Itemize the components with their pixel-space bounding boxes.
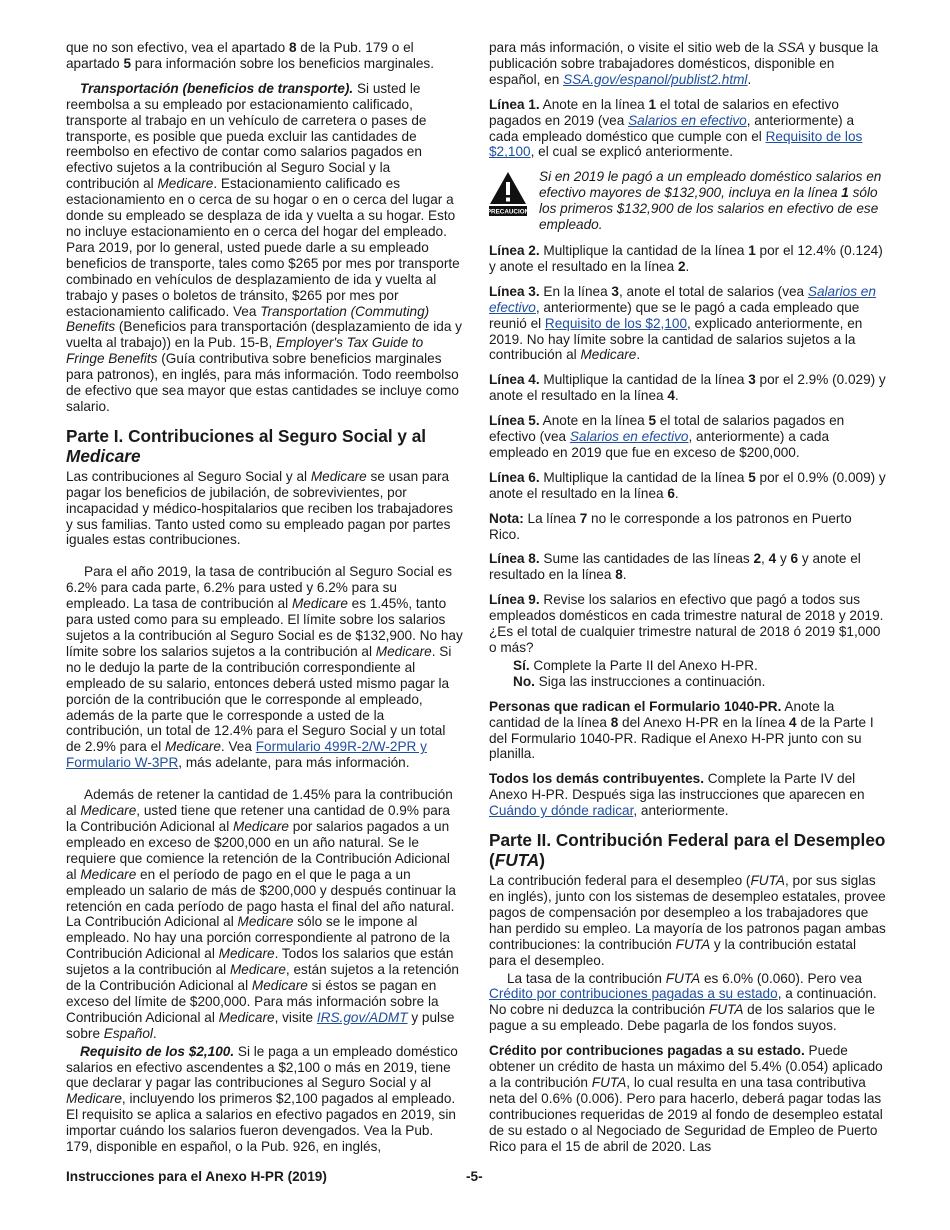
caution-note xyxy=(486,169,886,233)
paragraph-futa-intro: La contribución federal para el desempleo (FUTA, por sus siglas en inglés), junto con los sistemas de desempleo estatales, provee pagos de compensación por desempleo a los trabajadores que han perdido su empleo. La mayoría de los patronos pagan ambas contribuciones: la contribución FUTA y la contribución estatal para el desempleo. xyxy=(489,873,886,968)
link-salarios-en-efectivo[interactable]: Salarios en efectivo xyxy=(569,429,689,445)
paragraph-2100-requirement: Requisito de los $2,100. Si le paga a un empleado doméstico salarios en efectivo ascendentes a $2,100 o más en 2019, tiene que declarar y pagar las contribuciones al Seguro Social y al Medicare, incluyendo los primeros $2,100 pagados al empleado. El requisito se aplica a salarios en efectivo pagados en 2019, sin importar cuándo los salarios fueron devengados. Vea la Pub. 179, disponible en español, o la Pub. 926, en inglés, xyxy=(66,1043,458,1155)
paragraph-1040pr-filers: Personas que radican el Formulario 1040-PR. Anote la cantidad de la línea 8 del Anexo H-PR en la línea 4 de la Parte I del Formulario 1040-PR. Radique el Anexo H-PR junto con su planilla. xyxy=(489,698,874,762)
paragraph-contributions-intro: Las contribuciones al Seguro Social y al Medicare se usan para pagar los beneficios de jubilación, de sobrevivientes, por incapacidad y médico-hospitalarios que reciben los trabajadores y sus familias. Tanto usted como su empleado pagan por partes iguales estas contribuciones. xyxy=(66,468,453,548)
link-formulario-499r2[interactable]: Formulario 499R-2/W-2PR y Formulario W-3PR xyxy=(66,739,427,771)
note-line-7: Nota: La línea 7 no le corresponde a los patronos en Puerto Rico. xyxy=(489,510,852,542)
line-5-instructions: Línea 5. Anote en la línea 5 el total de salarios pagados en efectivo (vea Salarios en efectivo, anteriormente) a cada empleado en 2019 que fue en exceso de $200,000. xyxy=(489,413,845,460)
link-requisito-2100[interactable]: Requisito de los $2,100 xyxy=(544,315,687,331)
paragraph-fringe-benefits-ref: que no son efectivo, vea el apartado 8 de la Pub. 179 o el apartado 5 para información sobre los beneficios marginales. xyxy=(66,40,435,71)
right-column xyxy=(486,40,886,1163)
paragraph-other-taxpayers: Todos los demás contribuyentes. Complete la Parte IV del Anexo H-PR. Después siga las instrucciones que aparecen en Cuándo y dónde radicar, anteriormente. xyxy=(489,771,865,819)
paragraph-futa-rate: La tasa de la contribución FUTA es 6.0% (0.060). Pero vea Crédito por contribuciones pagadas a su estado, a continuación. No cobre ni deduzca la contribución FUTA de los salarios que le pague a su empleado. Debe pagarla de los fondos suyos. xyxy=(489,970,877,1034)
paragraph-additional-medicare: Además de retener la cantidad de 1.45% para la contribución al Medicare, usted tiene que retener una cantidad de 0.9% para la Contribución Adicional al Medicare por salarios pagados a un empleado en exceso de $200,000 en un año natural. Se le requiere que comience la retención de la Contribución Adicional al Medicare en el período de pago en el que le paga a un empleado un salario de más de $200,000 y después continuar la retención en cada período de pago hasta el final del año natural. La Contribución Adicional al Medicare sólo se le impone al empleado. No hay una porción correspondiente al patrono de la Contribución Adicional al Medicare. Todos los salarios que están sujetos a la contribución al Medicare, están sujetos a la retención de la Contribución Adicional al Medicare si éstos se pagan en exceso del límite de $200,000. Para más información sobre la Contribución Adicional al Medicare, visite IRS.gov/ADMT y pulse sobre Español. xyxy=(66,787,459,1041)
caution-label: PRECAUCION xyxy=(486,208,530,216)
caution-text: Si en 2019 le pagó a un empleado doméstico salarios en efectivo mayores de $132,900, incluya en la línea 1 sólo los primeros $132,900 de los salarios en efectivo de ese empleado. xyxy=(539,169,882,233)
answer-no: No. Siga las instrucciones a continuación. xyxy=(513,673,766,689)
page-footer xyxy=(66,1169,886,1184)
heading-parte-2: Parte II. Contribución Federal para el Desempleo (FUTA) xyxy=(489,830,886,871)
answer-si: Sí. Complete la Parte II del Anexo H-PR. xyxy=(513,657,758,673)
link-cuando-donde-radicar[interactable]: Cuándo y dónde radicar xyxy=(489,803,634,819)
page-number: -5- xyxy=(466,1169,483,1184)
line-8-instructions: Línea 8. Sume las cantidades de las líneas 2, 4 y 6 y anote el resultado en la línea 8. xyxy=(489,551,861,583)
line-9-instructions: Línea 9. Revise los salarios en efectivo que pagó a todos sus empleados domésticos en cada trimestre natural de 2018 y 2019. ¿Es el total de cualquier trimestre natural de 2018 ó 2019 $1,000 o más? xyxy=(489,592,884,655)
link-salarios-en-efectivo[interactable]: Salarios en efectivo xyxy=(489,283,876,315)
line-1-instructions: Línea 1. Anote en la línea 1 el total de salarios en efectivo pagados en 2019 (vea Salarios en efectivo, anteriormente) a cada empleado doméstico que cumple con el Requisito de los $2,100, el cual se explicó anteriormente. xyxy=(489,96,863,160)
link-salarios-en-efectivo[interactable]: Salarios en efectivo xyxy=(628,112,747,128)
line-6-instructions: Línea 6. Multiplique la cantidad de la línea 5 por el 0.9% (0.009) y anote el resultado en la línea 6. xyxy=(489,469,886,501)
paragraph-transportation: Transportación (beneficios de transporte). Si usted le reembolsa a su empleado por estacionamiento calificado, transporte al trabajo en un vehículo de carretera o pases de transporte, es posible que pueda excluir las cantidades de reembolso en efectivo de contar como salarios pagados en efectivo sujetos a la contribución al Seguro Social y la contribución al Medicare. Estacionamiento calificado es estacionamiento en o cerca de su hogar o en o cerca del lugar a donde su empleado se desplaza de ida y vuelta a su hogar. Esto no incluye estacionamiento en o cerca del hogar del empleado. Para 2019, por lo general, usted puede darle a su empleado beneficios de transporte, tales como $265 por mes por transporte combinado en vehículos de desplazamiento de ida y vuelta al trabajo y pases o boletos de tránsito, $265 por mes por estacionamiento calificado. Vea Transportation (Commuting) Benefits (Beneficios para transportación (desplazamiento de ida y vuelta al trabajo)) en la Pub. 15-B, Employer's Tax Guide to Fringe Benefits (Guía contributiva sobre beneficios marginales para patronos), en inglés, para más información. Todo reembolso de efectivo que sea mayor que estas cantidades se incluye como salario. xyxy=(66,80,462,414)
footer-title: Instrucciones para el Anexo H-PR (2019) xyxy=(66,1169,327,1184)
caution-warning-icon xyxy=(486,171,530,217)
paragraph-state-credit: Crédito por contribuciones pagadas a su estado. Puede obtener un crédito de hasta un máximo del 5.4% (0.054) aplicado a la contribución FUTA, lo cual resulta en una tasa contributiva neta del 0.6% (0.006). Pero para hacerlo, deberá pagar todas las contribuciones requeridas de 2019 al fondo de desempleo estatal de su estado o al Negociado de Seguridad de Empleo de Puerto Rico para el 15 de abril de 2020. Las xyxy=(489,1043,883,1154)
link-irs-admt[interactable]: IRS.gov/ADMT xyxy=(316,1009,408,1025)
link-ssa-publist[interactable]: SSA.gov/espanol/publist2.html xyxy=(563,71,748,87)
link-credito-contribuciones[interactable]: Crédito por contribuciones pagadas a su estado xyxy=(489,986,778,1002)
link-requisito-2100[interactable]: Requisito de los $2,100 xyxy=(489,128,863,160)
line-4-instructions: Línea 4. Multiplique la cantidad de la línea 3 por el 2.9% (0.029) y anote el resultado en la línea 4. xyxy=(489,372,886,404)
heading-parte-1: Parte I. Contribuciones al Seguro Social y al Medicare xyxy=(66,425,427,466)
line-3-instructions: Línea 3. En la línea 3, anote el total de salarios (vea Salarios en efectivo, anteriormente) que se le pagó a cada empleado que reunió el Requisito de los $2,100, explicado anteriormente, en 2019. No hay límite sobre la cantidad de salarios sujetos a la contribución al Medicare. xyxy=(489,283,876,363)
line-2-instructions: Línea 2. Multiplique la cantidad de la línea 1 por el 12.4% (0.124) y anote el resultado en la línea 2. xyxy=(489,242,883,274)
paragraph-ssa-info: para más información, o visite el sitio web de la SSA y busque la publicación sobre trabajadores domésticos, disponible en español, en SSA.gov/espanol/publist2.html. xyxy=(489,40,879,87)
left-column xyxy=(66,40,463,1164)
paragraph-tax-rates: Para el año 2019, la tasa de contribución al Seguro Social es 6.2% para cada parte, 6.2% para usted y 6.2% para su empleado. La tasa de contribución al Medicare es 1.45%, tanto para usted como para su empleado. El límite sobre los salarios sujetos a la contribución al Seguro Social es de $132,900. No hay límite sobre los salarios sujetos a la contribución al Medicare. Si no le dedujo la parte de la contribución correspondiente al empleado de su salario, entonces deberá usted mismo pagar la porción de la contribución que le corresponde al empleado, además de la parte que le corresponde a usted de la contribución, un total de 12.4% para el Seguro Social y un total de 2.9% para el Medicare. Vea Formulario 499R-2/W-2PR y Formulario W-3PR, más adelante, para más información. xyxy=(66,564,463,771)
